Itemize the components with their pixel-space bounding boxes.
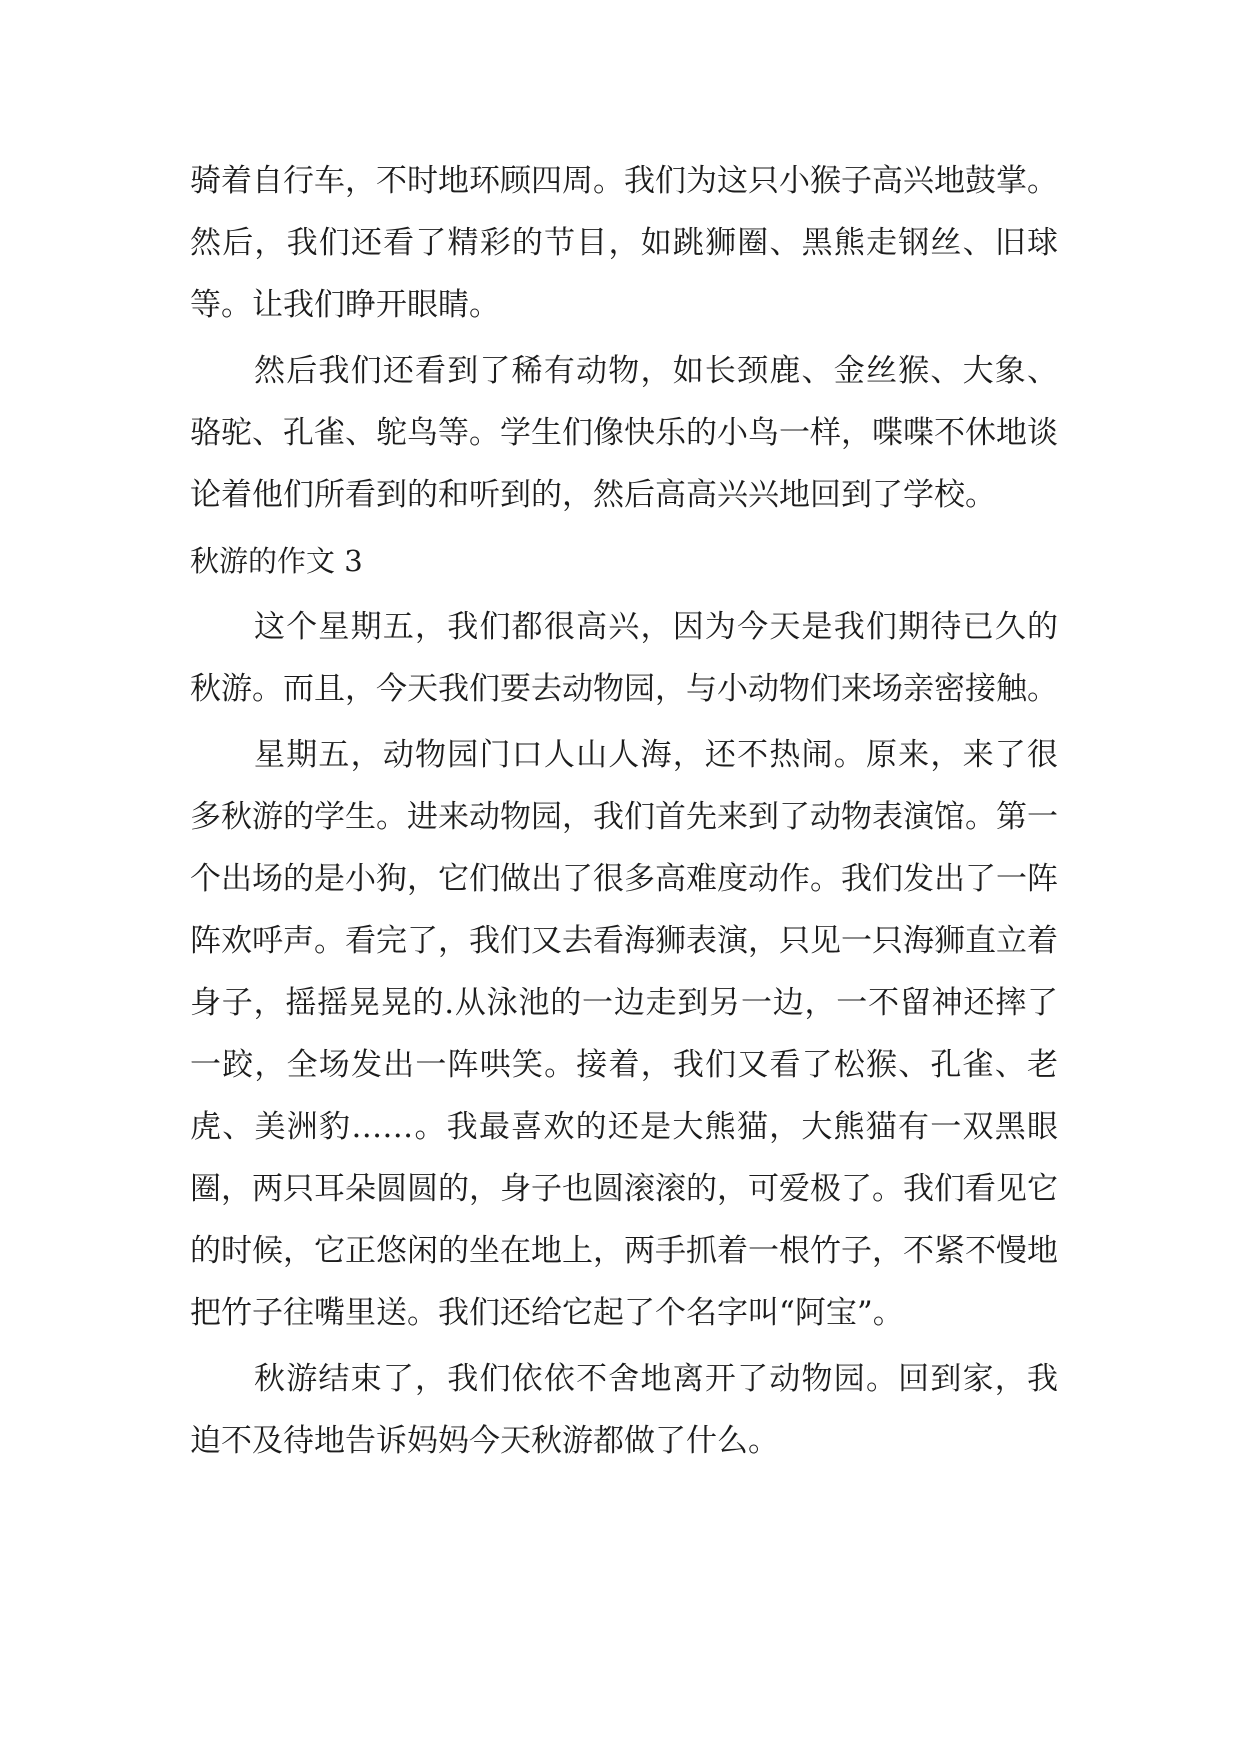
paragraph-ending: 秋游结束了，我们依依不舍地离开了动物园。回到家，我迫不及待地告诉妈妈今天秋游都做了什么。 [190, 1361, 1058, 1459]
paragraph-rare-animals: 然后我们还看到了稀有动物，如长颈鹿、金丝猴、大象、骆驼、孔雀、鸵鸟等。学生们像快乐的小鸟一样，喋喋不休地谈论着他们所看到的和听到的，然后高高兴兴地回到了学校。 [190, 353, 1058, 513]
paragraph-zoo-visit: 星期五，动物园门口人山人海，还不热闹。原来，来了很多秋游的学生。进来动物园，我们首先来到了动物表演馆。第一个出场的是小狗，它们做出了很多高难度动作。我们发出了一阵阵欢呼声。看完了，我们又去看海狮表演，只见一只海狮直立着身子，摇摇晃晃的.从泳池的一边走到另一边，一不留神还摔了一跤，全场发出一阵哄笑。接着，我们又看了松猴、孔雀、老虎、美洲豹……。我最喜欢的还是大熊猫，大熊猫有一双黑眼圈，两只耳朵圆圆的，身子也圆滚滚的，可爱极了。我们看见它的时候，它正悠闲的坐在地上，两手抓着一根竹子，不紧不慢地把竹子往嘴里送。我们还给它起了个名字叫“阿宝”。 [190, 737, 1058, 1331]
paragraph-intro: 这个星期五，我们都很高兴，因为今天是我们期待已久的秋游。而且，今天我们要去动物园，与小动物们来场亲密接触。 [190, 609, 1058, 707]
essay-heading: 秋游的作文 3 [190, 544, 363, 578]
document-page [190, 150, 1058, 1476]
paragraph-circus: 骑着自行车，不时地环顾四周。我们为这只小猴子高兴地鼓掌。然后，我们还看了精彩的节目，如跳狮圈、黑熊走钢丝、旧球等。让我们睁开眼睛。 [190, 163, 1058, 323]
